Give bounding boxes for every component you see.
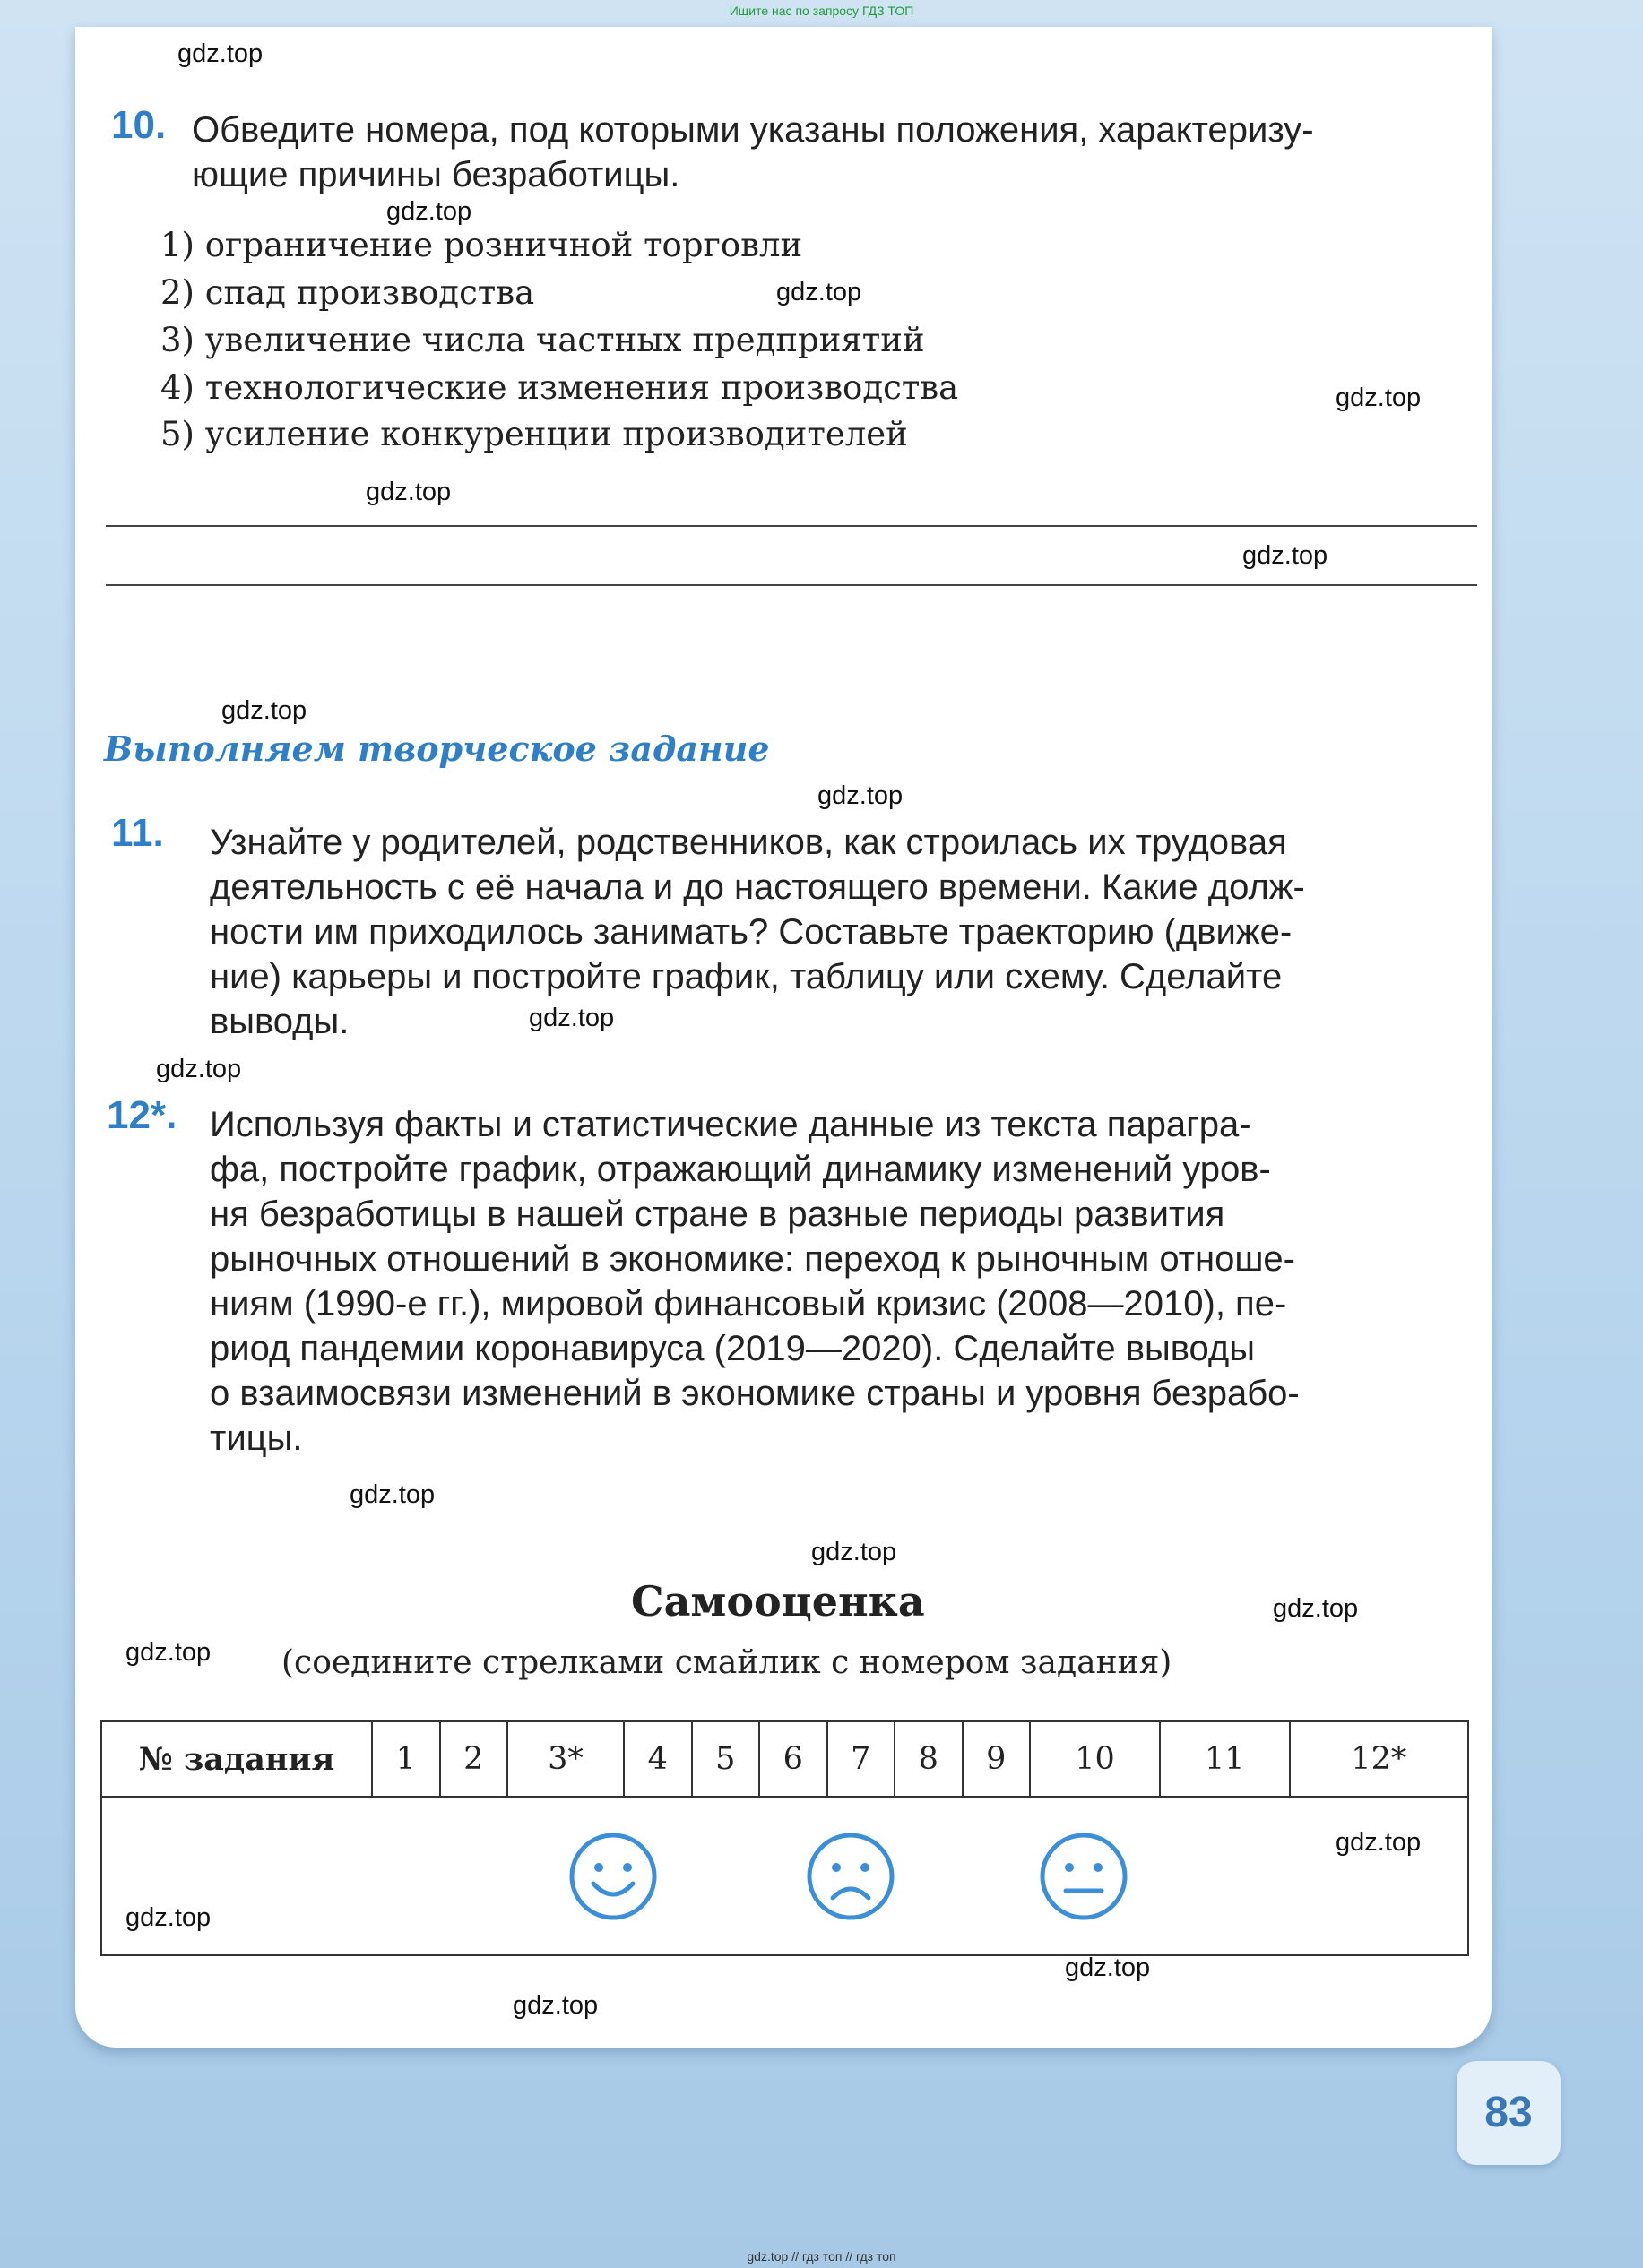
task-11-line: ности им приходилось занимать? Составьте траекторию (движе- — [210, 912, 1293, 952]
self-assessment-title: Самооценка — [631, 1577, 925, 1626]
task-10-text — [192, 108, 1474, 197]
watermark: gdz.top — [177, 39, 264, 68]
watermark: gdz.top — [221, 696, 307, 725]
task-12-number: 12*. — [107, 1093, 177, 1137]
task-number-cell[interactable]: 9 — [963, 1721, 1031, 1797]
answer-line[interactable] — [106, 584, 1477, 586]
watermark: gdz.top — [125, 1638, 212, 1667]
watermark: gdz.top — [817, 781, 904, 810]
task-11-text — [210, 820, 1474, 1044]
watermark: gdz.top — [1273, 1594, 1359, 1623]
task-number-cell[interactable]: 12* — [1290, 1721, 1468, 1797]
task-11-line: выводы. — [210, 1002, 350, 1041]
task-12-line: рыночных отношений в экономике: переход к рыночным отноше- — [210, 1239, 1295, 1279]
page-number: 83 — [1457, 2061, 1561, 2165]
task-10-option-5[interactable]: 5) усиление конкуренции производителей — [160, 415, 908, 453]
smiley-row — [101, 1797, 1468, 1955]
task-number-cell[interactable]: 10 — [1030, 1721, 1160, 1797]
task-number-header: № задания — [101, 1721, 372, 1797]
watermark: gdz.top — [1242, 541, 1328, 570]
task-number-cell[interactable]: 8 — [895, 1721, 963, 1797]
happy-face-icon[interactable] — [568, 1832, 658, 1921]
watermark: gdz.top — [513, 1991, 599, 2020]
task-number-cell[interactable]: 3* — [507, 1721, 624, 1797]
task-12-line: фа, постройте график, отражающий динамику изменений уров- — [210, 1150, 1271, 1189]
self-assessment-table — [100, 1720, 1469, 1956]
task-12-text — [210, 1102, 1474, 1461]
task-number-row — [101, 1721, 1468, 1797]
task-11-number: 11. — [111, 811, 164, 855]
self-assessment-subtitle: (соедините стрелками смайлик с номером задания) — [281, 1644, 1172, 1681]
section-title: Выполняем творческое задание — [104, 729, 770, 769]
task-10-number: 10. — [111, 103, 167, 147]
watermark: gdz.top — [125, 1903, 212, 1932]
watermark: gdz.top — [156, 1055, 242, 1083]
watermark: gdz.top — [811, 1538, 897, 1566]
task-11-line: деятельность с её начала и до настоящего времени. Какие долж- — [210, 867, 1305, 907]
task-10-line-2: ющие причины безработицы. — [192, 155, 680, 194]
watermark: gdz.top — [529, 1004, 615, 1032]
task-11-line: ние) карьеры и постройте график, таблицу или схему. Сделайте — [210, 957, 1283, 996]
task-10-line-1: Обведите номера, под которыми указаны положения, характеризу- — [192, 110, 1314, 150]
footer-note: gdz.top // гдз топ // гдз топ — [747, 2249, 896, 2264]
task-12-line: о взаимосвязи изменений в экономике страны и уровня безрабо- — [210, 1374, 1300, 1413]
task-number-cell[interactable]: 11 — [1160, 1721, 1290, 1797]
watermark: gdz.top — [366, 478, 452, 506]
sad-face-icon[interactable] — [806, 1832, 895, 1921]
smiley-cell — [101, 1797, 1468, 1955]
task-10-option-1[interactable]: 1) ограничение розничной торговли — [160, 226, 803, 264]
watermark: gdz.top — [350, 1480, 436, 1509]
task-12-line: тицы. — [210, 1419, 303, 1458]
neutral-face-icon[interactable] — [1039, 1832, 1128, 1921]
watermark: gdz.top — [1336, 384, 1422, 412]
task-10-option-2[interactable]: 2) спад производства — [160, 273, 535, 312]
task-number-cell[interactable]: 2 — [440, 1721, 508, 1797]
header-search-note: Ищите нас по запросу ГДЗ ТОП — [729, 4, 914, 18]
answer-line[interactable] — [106, 525, 1477, 527]
watermark: gdz.top — [776, 278, 862, 306]
task-12-line: Используя факты и статистические данные из текста парагра- — [210, 1105, 1251, 1144]
task-12-line: риод пандемии коронавируса (2019—2020). Сделайте выводы — [210, 1329, 1256, 1368]
watermark: gdz.top — [386, 197, 472, 226]
task-12-line: ня безработицы в нашей стране в разные периоды развития — [210, 1194, 1225, 1234]
task-10-option-3[interactable]: 3) увеличение числа частных предприятий — [160, 321, 925, 359]
watermark: gdz.top — [1065, 1953, 1151, 1982]
task-number-cell[interactable]: 7 — [827, 1721, 895, 1797]
task-number-cell[interactable]: 1 — [372, 1721, 440, 1797]
task-11-line: Узнайте у родителей, родственников, как строилась их трудовая — [210, 823, 1287, 862]
task-12-line: ниям (1990-е гг.), мировой финансовый кризис (2008—2010), пе- — [210, 1284, 1287, 1324]
task-number-cell[interactable]: 6 — [759, 1721, 827, 1797]
task-number-cell[interactable]: 4 — [624, 1721, 692, 1797]
task-10-option-4[interactable]: 4) технологические изменения производства — [160, 368, 959, 407]
watermark: gdz.top — [1336, 1828, 1422, 1857]
workbook-page — [75, 27, 1492, 2048]
task-number-cell[interactable]: 5 — [692, 1721, 760, 1797]
